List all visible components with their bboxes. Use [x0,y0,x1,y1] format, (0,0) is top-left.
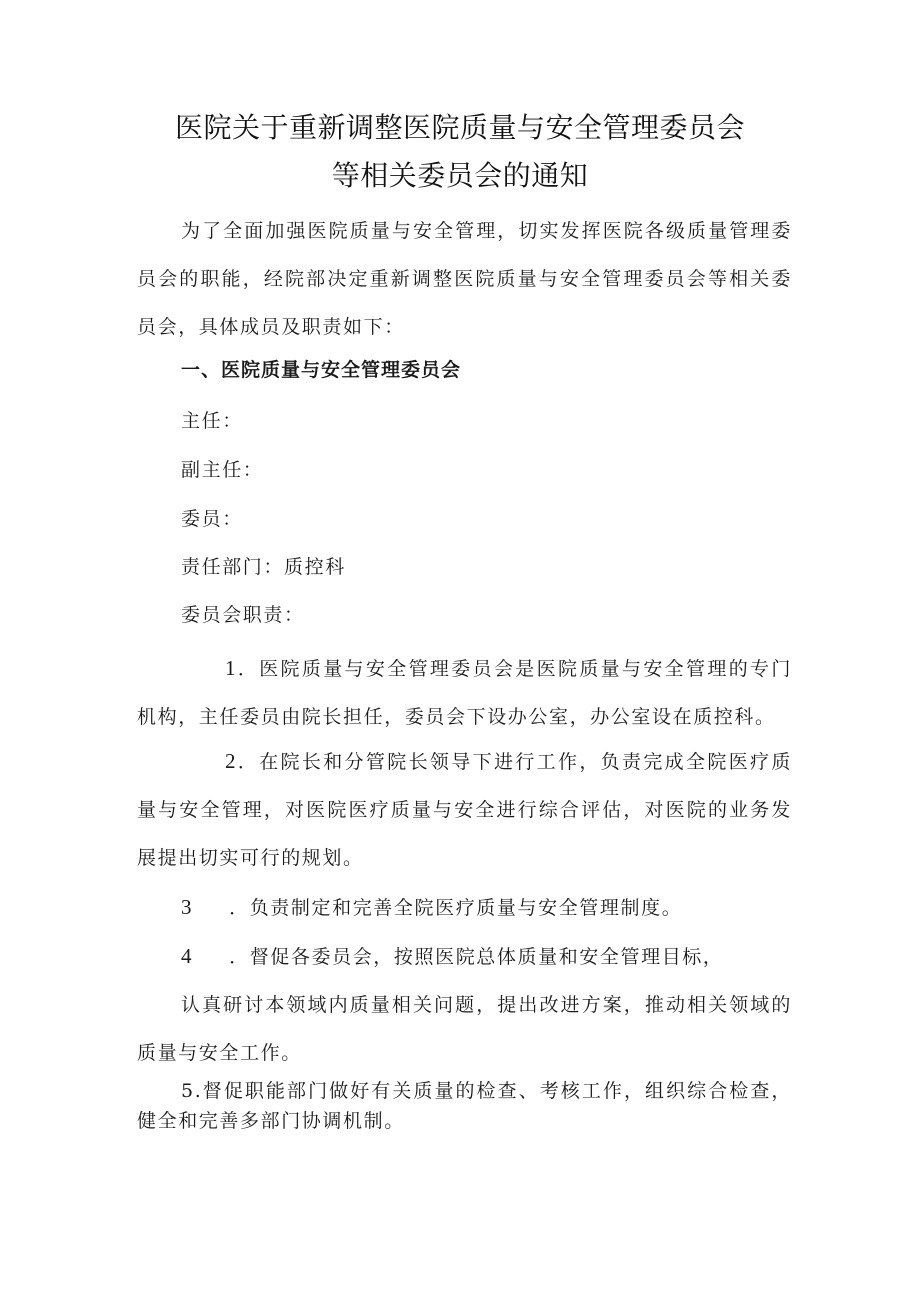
section-heading: 一、医院质量与安全管理委员会 [181,359,462,381]
duty-item-3 [181,893,682,922]
duty-item-4 [181,942,724,971]
responsible-department: 责任部门：质控科 [181,556,346,578]
duty-item-2 [137,737,792,882]
duty-item-5: 5.督促职能部门做好有关质量的检查、考核工作，组织综合检查，健全和完善多部门协调机制。 [137,1080,792,1132]
duty-number: 3 [181,895,194,919]
duty-item-4-continued: 认真研讨本领域内质量相关问题，提出改进方案，推动相关领域的质量与安全工作。 [137,994,792,1064]
document-title-line-2: 等相关委员会的通知 [331,159,589,192]
director-label: 主任： [181,410,243,432]
duty-number: 4 [181,944,194,968]
duty-text: ．医院质量与安全管理委员会是医院质量与安全管理的专门机构，主任委员由院长担任，委员会下设办公室，办公室设在质控科。 [137,658,792,728]
intro-paragraph: 为了全面加强医院质量与安全管理，切实发挥医院各级质量管理委员会的职能，经院部决定重新调整医院质量与安全管理委员会等相关委员会，具体成员及职责如下： [137,220,792,338]
document-title-line-1: 医院关于重新调整医院质量与安全管理委员会 [174,111,745,144]
members-label: 委员： [181,508,243,530]
duty-text: ．负责制定和完善全院医疗质量与安全管理制度。 [229,897,683,919]
duty-item-1 [137,644,792,741]
deputy-director-label: 副主任： [181,459,264,481]
duty-number: 1 [225,656,238,680]
duty-text: ．督促各委员会，按照医院总体质量和安全管理目标， [229,946,724,968]
duty-text: ．在院长和分管院长领导下进行工作，负责完成全院医疗质量与安全管理，对医院医疗质量与安全进行综合评估，对医院的业务发展提出切实可行的规划。 [137,751,792,869]
duty-number: 2 [225,749,238,773]
duties-label: 委员会职责： [181,604,305,626]
